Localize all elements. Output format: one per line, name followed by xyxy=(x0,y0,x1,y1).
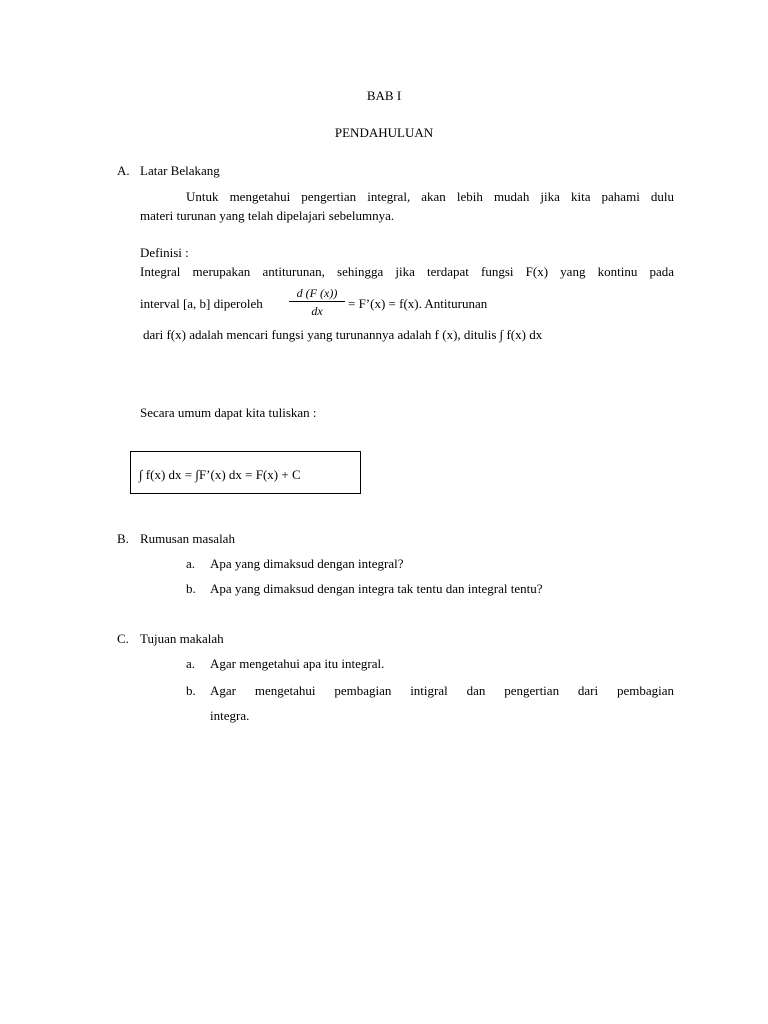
section-b-title: Rumusan masalah xyxy=(140,531,235,546)
list-item-continuation: integra. xyxy=(210,708,250,723)
list-item: Agar mengetahui pembagian intigral dan pengertian dari pembagian xyxy=(210,683,674,698)
fraction-denominator: dx xyxy=(311,304,323,318)
list-item-marker: b. xyxy=(186,683,196,698)
list-item: Apa yang dimaksud dengan integral? xyxy=(210,556,404,571)
fraction-bar xyxy=(289,301,345,302)
fraction-numerator: d (F (x)) xyxy=(296,286,338,300)
section-b-marker: B. xyxy=(117,531,129,546)
list-item: Apa yang dimaksud dengan integra tak tentu dan integral tentu? xyxy=(210,581,543,596)
definition-heading: Definisi : xyxy=(140,245,189,260)
section-a-title: Latar Belakang xyxy=(140,163,220,178)
boxed-formula: ∫ f(x) dx = ∫F’(x) dx = F(x) + C xyxy=(139,467,301,482)
section-a-marker: A. xyxy=(117,163,130,178)
formula-box xyxy=(130,451,361,494)
section-c-title: Tujuan makalah xyxy=(140,631,224,646)
definition-line-1: Integral merupakan antiturunan, sehingga jika terdapat fungsi F(x) yang kontinu pada xyxy=(140,264,674,279)
chapter-title: PENDAHULUAN xyxy=(334,125,434,140)
list-item-marker: a. xyxy=(186,556,196,571)
general-statement: Secara umum dapat kita tuliskan : xyxy=(140,405,317,420)
chapter-number: BAB I xyxy=(366,88,402,103)
definition-line-3: dari f(x) adalah mencari fungsi yang turunannya adalah f (x), ditulis ∫ f(x) dx xyxy=(143,327,543,342)
derivative-fraction xyxy=(289,286,345,318)
list-item: Agar mengetahui apa itu integral. xyxy=(210,656,385,671)
list-item-marker: b. xyxy=(186,581,196,596)
intro-line-1: Untuk mengetahui pengertian integral, akan lebih mudah jika kita pahami dulu xyxy=(186,189,674,204)
list-item-marker: a. xyxy=(186,656,196,671)
definition-line-2-suffix: = F’(x) = f(x). Antiturunan xyxy=(348,296,488,311)
section-c-marker: C. xyxy=(117,631,129,646)
intro-line-2: materi turunan yang telah dipelajari sebelumnya. xyxy=(140,208,395,223)
definition-line-2-prefix: interval [a, b] diperoleh xyxy=(140,296,263,311)
